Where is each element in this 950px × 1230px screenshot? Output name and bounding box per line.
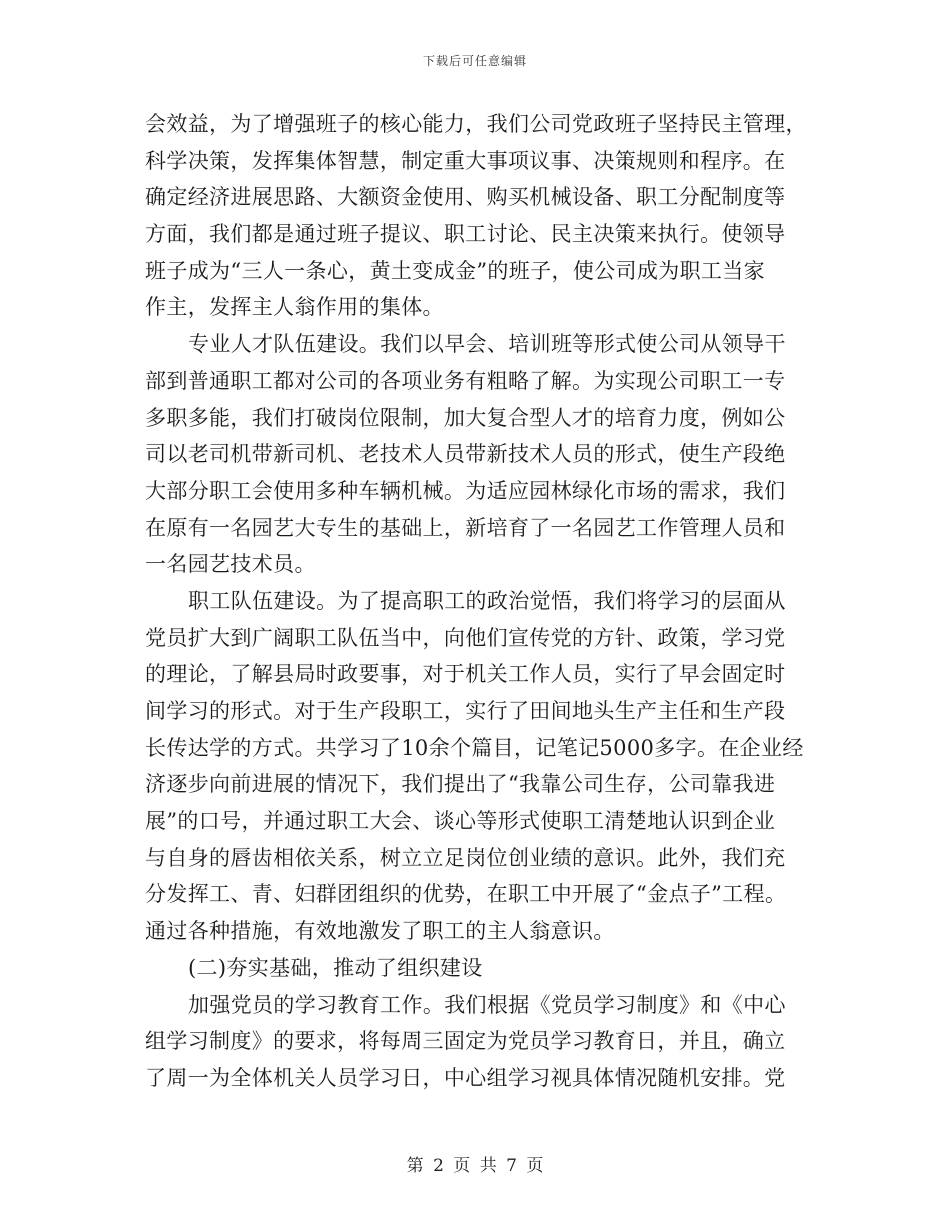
document-body [145, 106, 815, 1097]
text-line: 部到普通职工都对公司的各项业务有粗略了解。为实现公司职工一专 [145, 368, 786, 393]
text-line: 了周一为全体机关人员学习日，中心组学习视具体情况随机安排。党 [145, 1065, 786, 1090]
paragraph-start-line: 加强党员的学习教育工作。我们根据《党员学习制度》和《中心 [188, 992, 786, 1017]
text-line: 作主，发挥主人翁作用的集体。 [145, 295, 444, 320]
text-line: 分发挥工、青、妇群团组织的优势，在职工中开展了“金点子”工程。 [145, 882, 787, 907]
page-footer: 第 2 页 共 7 页 [406, 1156, 544, 1176]
paragraph-start-line: 职工队伍建设。为了提高职工的政治觉悟，我们将学习的层面从 [188, 588, 786, 613]
text-line: 通过各种措施，有效地激发了职工的主人翁意识。 [145, 919, 615, 944]
text-line: 会效益，为了增强班子的核心能力，我们公司党政班子坚持民主管理， [145, 112, 807, 136]
text-line: 多职多能，我们打破岗位限制，加大复合型人才的培育力度，例如公 [145, 405, 786, 430]
text-line: 在原有一名园艺大专生的基础上，新培育了一名园艺工作管理人员和 [145, 515, 786, 540]
text-line: 党员扩大到广阔职工队伍当中，向他们宣传党的方针、政策，学习党 [145, 625, 786, 650]
text-line: 长传达学的方式。共学习了10余个篇目，记笔记5000多字。在企业经 [145, 735, 804, 760]
text-line: 展”的口号，并通过职工大会、谈心等形式使职工清楚地认识到企业 [145, 809, 776, 834]
text-line: 间学习的形式。对于生产段职工，实行了田间地头生产主任和生产段 [145, 699, 786, 723]
text-line: 济逐步向前进展的情况下，我们提出了“我靠公司生存，公司靠我进 [145, 772, 776, 797]
text-line: 大部分职工会使用多种车辆机械。为适应园林绿化市场的需求，我们 [145, 478, 786, 503]
text-line: 的理论，了解县局时政要事，对于机关工作人员，实行了早会固定时 [145, 662, 786, 687]
text-line: 确定经济进展思路、大额资金使用、购买机械设备、职工分配制度等 [145, 185, 786, 210]
text-line: 组学习制度》的要求，将每周三固定为党员学习教育日，并且，确立 [145, 1029, 786, 1054]
text-line: 方面，我们都是通过班子提议、职工讨论、民主决策来执行。使领导 [145, 222, 786, 247]
text-line: 科学决策，发挥集体智慧，制定重大事项议事、决策规则和程序。在 [145, 148, 786, 173]
paragraph-start-line: 专业人才队伍建设。我们以早会、培训班等形式使公司从领导干 [188, 332, 786, 357]
text-line: 班子成为“三人一条心，黄土变成金”的班子，使公司成为职工当家 [145, 258, 765, 283]
section-heading: (二)夯实基础，推动了组织建设 [188, 955, 483, 980]
text-line: 与自身的唇齿相依关系，树立立足岗位创业绩的意识。此外，我们充 [145, 845, 786, 870]
text-line: 一名园艺技术员。 [145, 552, 316, 577]
page-header: 下载后可任意编辑 [422, 54, 527, 68]
text-line: 司以老司机带新司机、老技术人员带新技术人员的形式，使生产段绝 [145, 442, 786, 467]
